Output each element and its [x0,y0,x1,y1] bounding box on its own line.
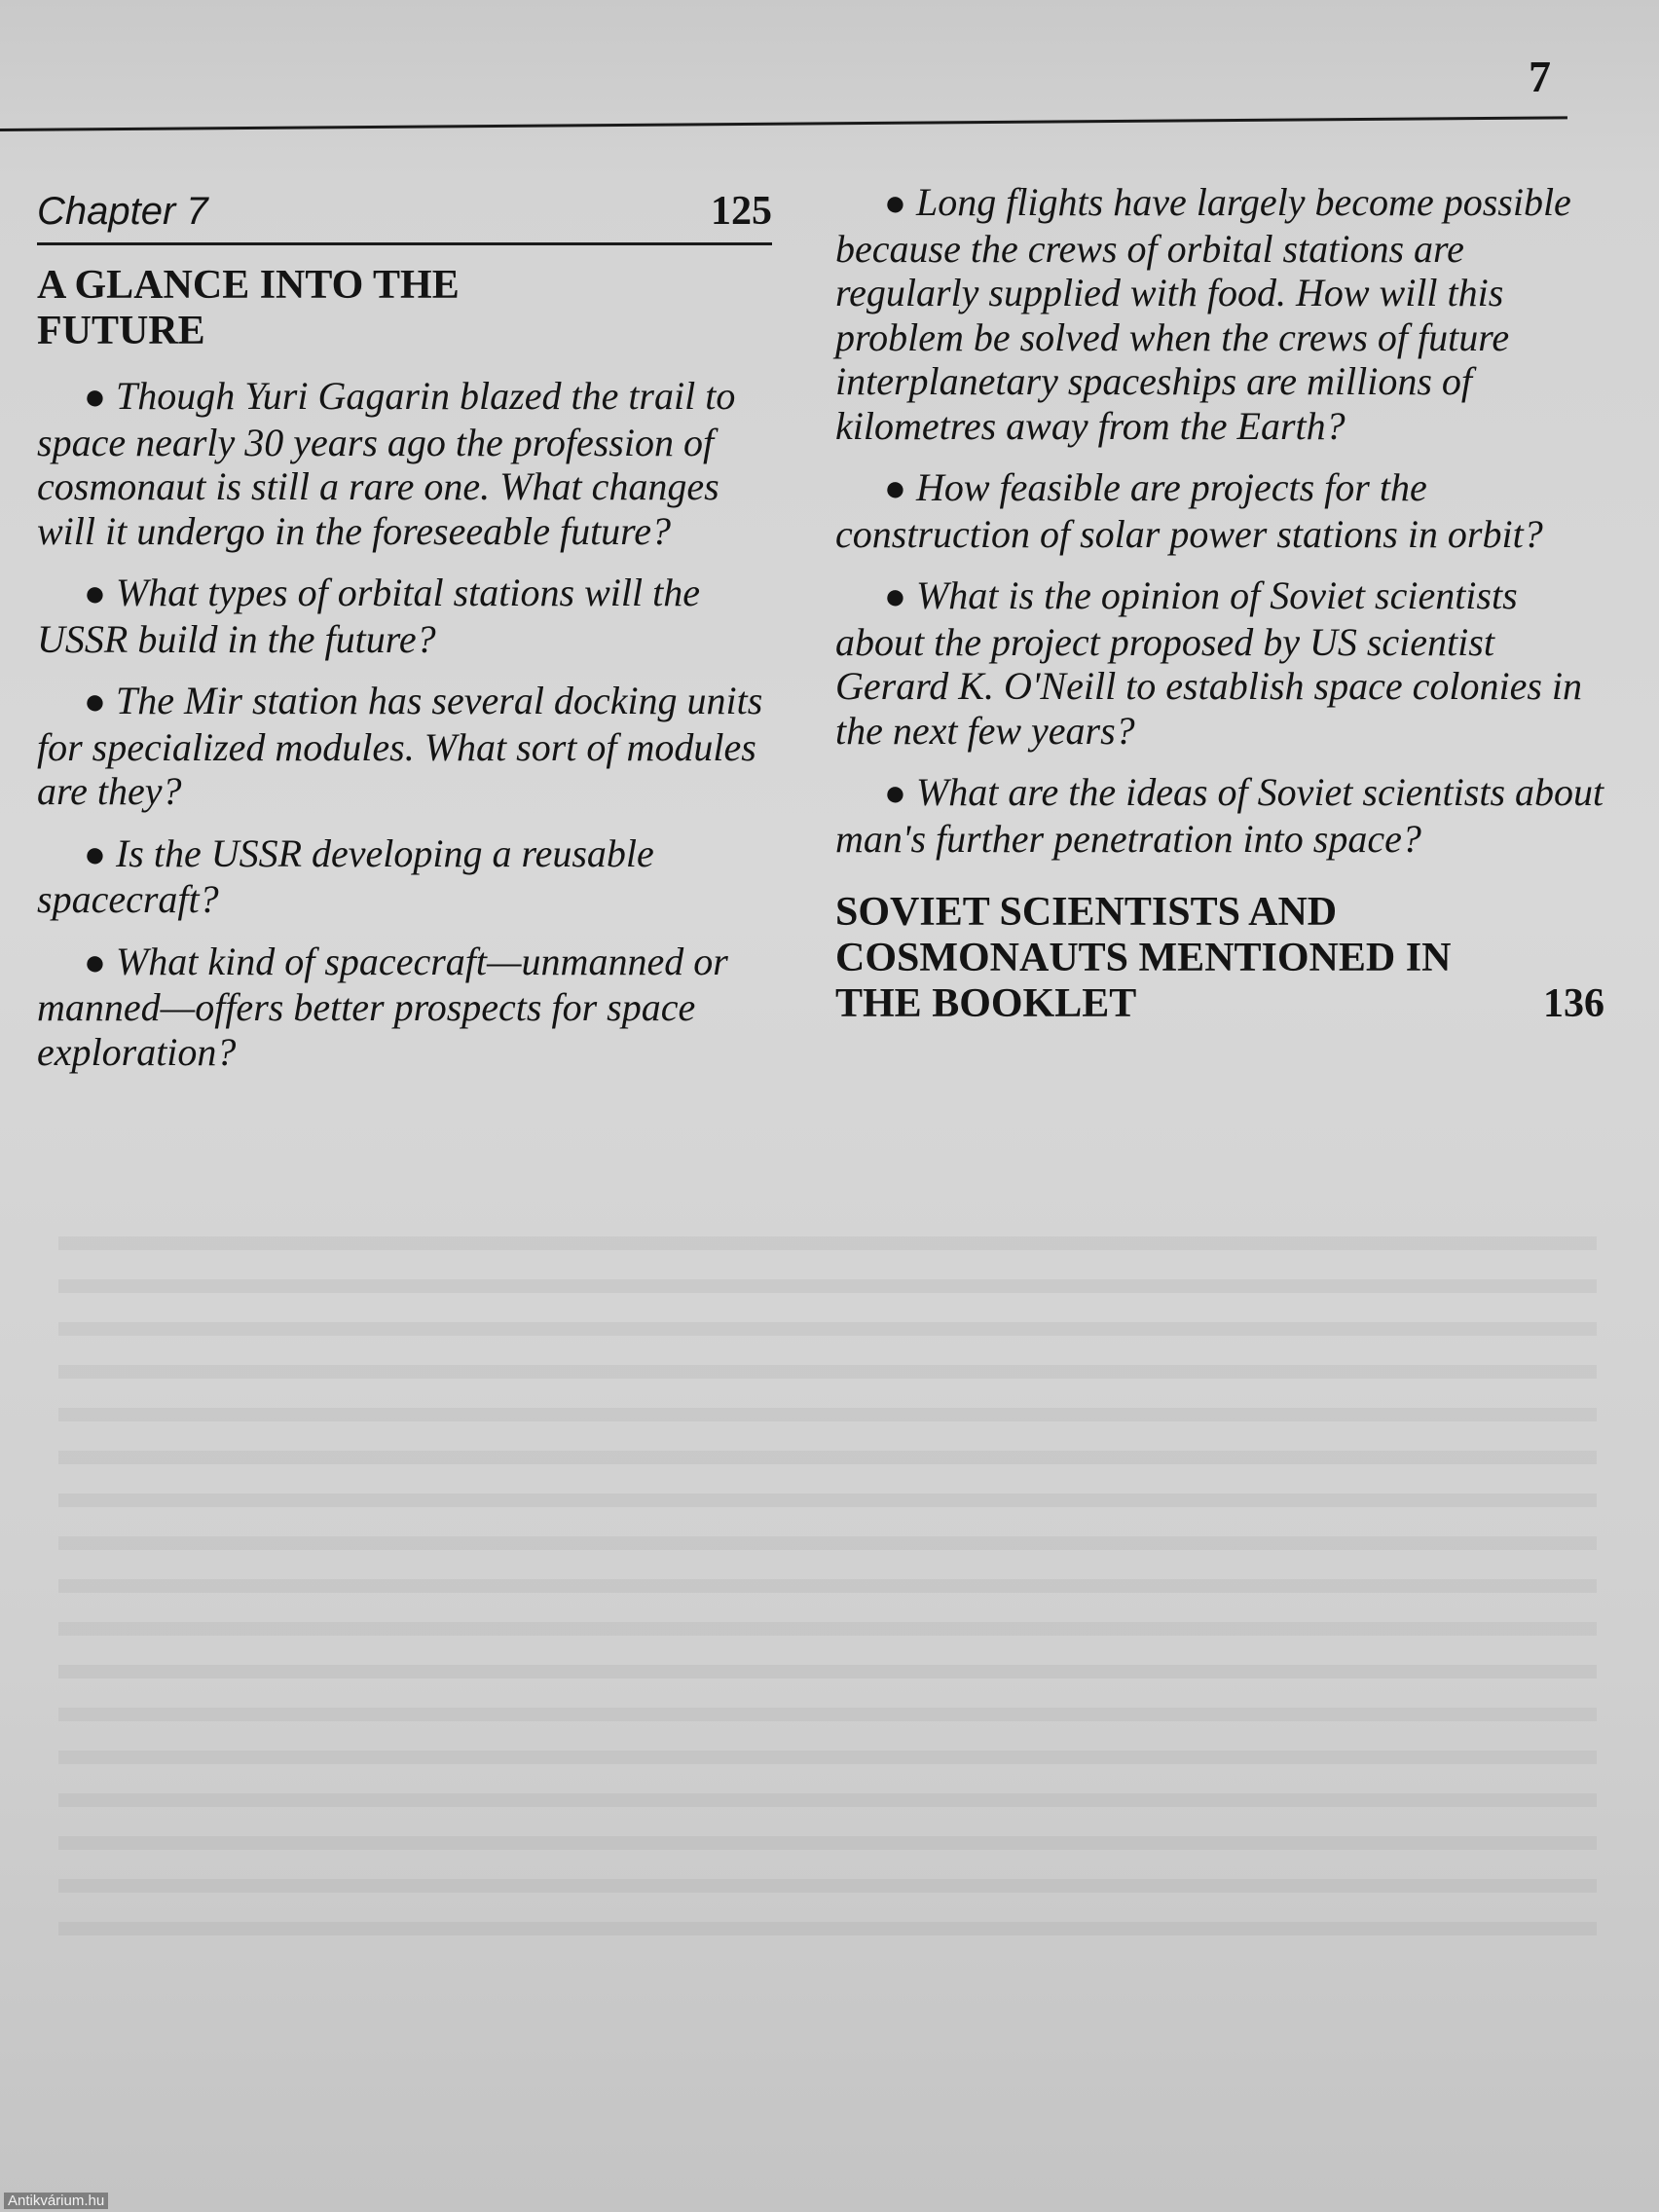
section-title: A GLANCE INTO THE FUTURE [37,263,460,353]
chapter-header[interactable] [37,188,772,245]
watermark-logo: Antikvárium.hu [4,2193,108,2209]
top-rule [0,116,1567,131]
show-through-background [58,1207,1597,1947]
question-text: What are the ideas of Soviet scientists about man's further penetration into space? [835,770,1604,861]
chapter-page-number: 125 [711,189,772,234]
question-item[interactable] [835,465,1604,556]
question-text: What kind of spacecraft—unmanned or manned—offers better prospects for space exploration? [37,939,728,1074]
question-item[interactable] [835,573,1604,753]
chapter-label: Chapter 7 [37,190,208,233]
bullet-icon: ● [884,468,906,509]
toc-entry-page-number: 136 [1543,981,1604,1026]
question-item[interactable] [37,679,772,814]
question-item[interactable] [37,374,772,553]
question-item[interactable] [37,831,772,922]
bullet-icon: ● [84,941,106,983]
question-text: Long flights have largely become possible because the crews of orbital stations are regularly supplied with food. How will this problem be solved when the crews of future interplanetary spaceships are millions of kilometres away from the Earth? [835,180,1571,448]
bullet-icon: ● [84,377,106,418]
bullet-icon: ● [884,773,906,814]
question-list [835,180,1604,861]
toc-entry-title: SOVIET SCIENTISTS AND COSMONAUTS MENTIONED IN THE BOOKLET [835,890,1452,1026]
bullet-icon: ● [84,833,106,875]
question-item[interactable] [835,770,1604,861]
question-text: Is the USSR developing a reusable spacecraft? [37,830,654,921]
question-item[interactable] [835,180,1604,448]
question-text: The Mir station has several docking units for specialized modules. What sort of modules are they? [37,679,763,813]
bullet-icon: ● [884,576,906,617]
right-column [835,180,1604,1027]
question-text: Though Yuri Gagarin blazed the trail to space nearly 30 years ago the profession of cosmonaut is still a rare one. What changes will it undergo in the foreseeable future? [37,374,736,553]
bullet-icon: ● [84,682,106,722]
question-text: How feasible are projects for the construction of solar power stations in orbit? [835,465,1543,556]
page-number: 7 [1529,52,1551,101]
question-item[interactable] [37,571,772,661]
question-text: What is the opinion of Soviet scientists about the project proposed by US scientist Gerard K. O'Neill to establish space colonies in the next few years? [835,573,1583,753]
bullet-icon: ● [884,183,906,224]
toc-entry-soviet-scientists[interactable] [835,890,1604,1027]
bullet-icon: ● [84,573,106,614]
question-text: What types of orbital stations will the USSR build in the future? [37,571,700,661]
left-column [37,180,772,1091]
question-item[interactable] [37,940,772,1075]
question-list [37,374,772,1074]
